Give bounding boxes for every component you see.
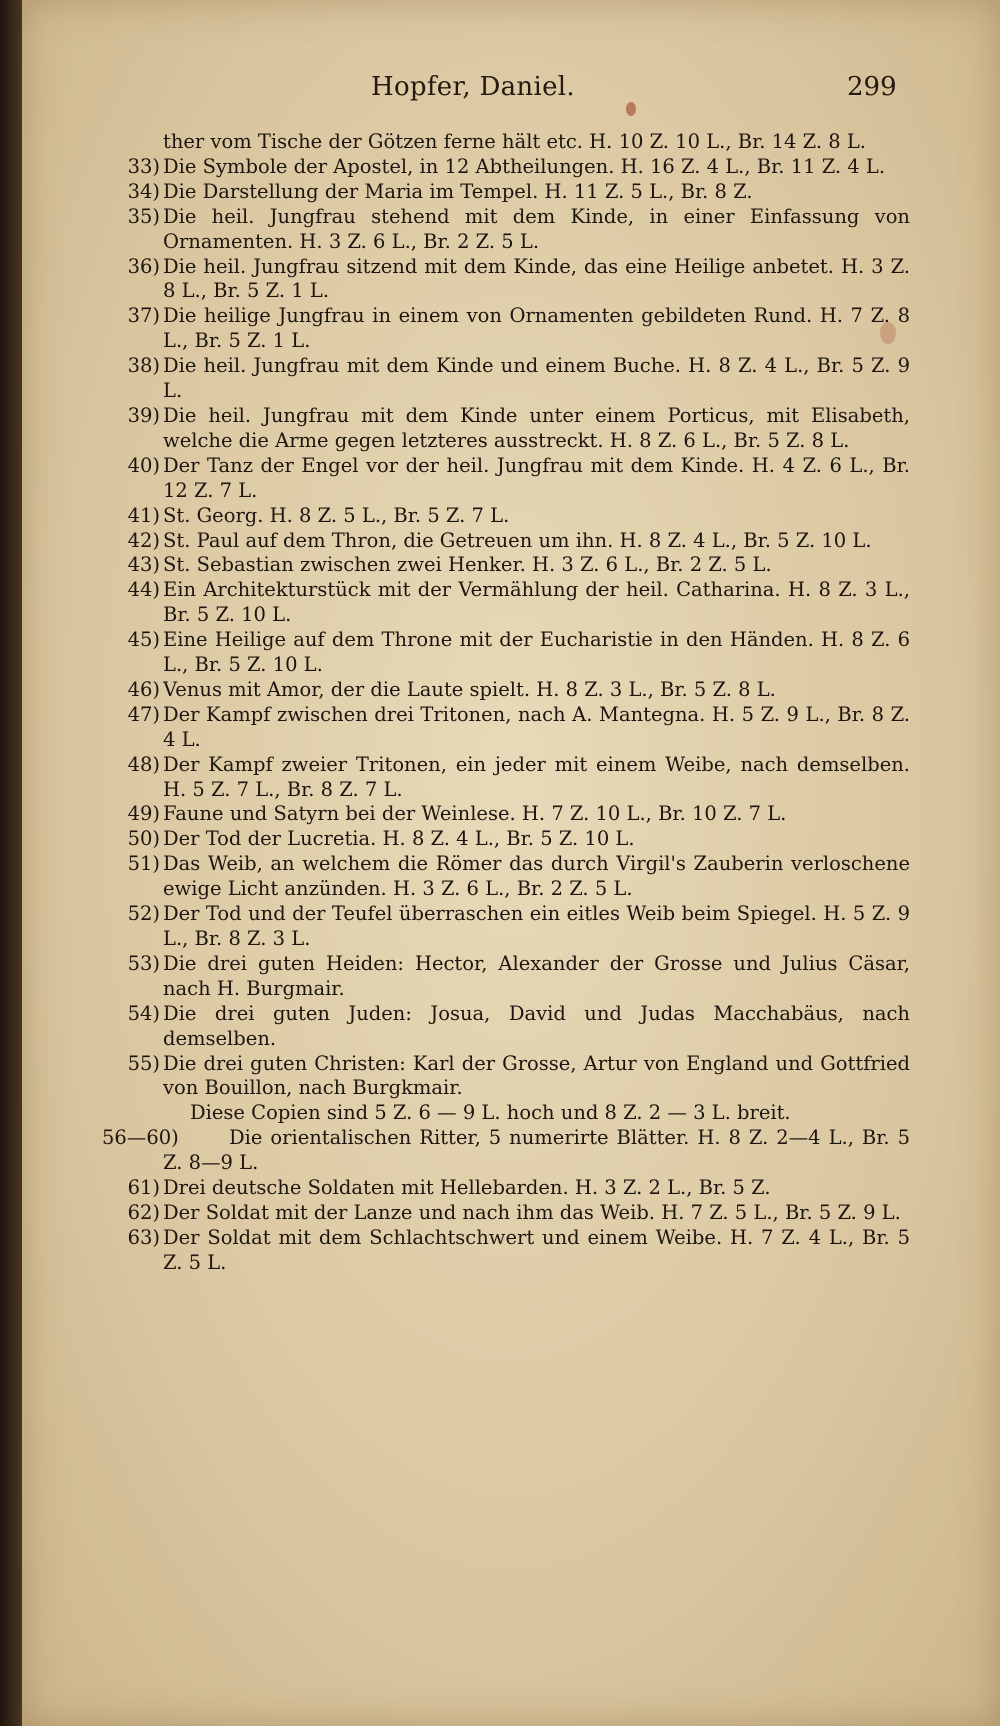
entry-text: Der Tanz der Engel vor der heil. Jungfrau mit dem Kinde. H. 4 Z. 6 L., Br. 12 Z. 7 L. <box>163 453 910 502</box>
list-item <box>110 1002 910 1052</box>
entry-number: 54) <box>127 1001 160 1025</box>
entry-number: 49) <box>127 802 160 826</box>
list-note <box>110 1101 910 1126</box>
list-item <box>110 205 910 255</box>
entry-text: Der Kampf zwischen drei Tritonen, nach A. Mantegna. H. 5 Z. 9 L., Br. 8 Z. 4 L. <box>163 702 910 751</box>
book-gutter <box>0 0 22 1726</box>
entry-text: Ein Architekturstück mit der Vermählung der heil. Catharina. H. 8 Z. 3 L., Br. 5 Z. 10 L. <box>163 578 910 627</box>
list-item <box>110 1226 910 1276</box>
list-item <box>110 529 910 554</box>
entry-number: 39) <box>127 403 160 427</box>
list-item <box>110 504 910 529</box>
entry-number: 35) <box>127 204 160 228</box>
entry-text: Der Kampf zweier Tritonen, ein jeder mit einem Weibe, nach demselben. H. 5 Z. 7 L., Br. 8 Z. 7 L. <box>163 752 910 801</box>
entry-text: St. Paul auf dem Thron, die Getreuen um ihn. H. 8 Z. 4 L., Br. 5 Z. 10 L. <box>163 528 872 552</box>
entry-text: Die Symbole der Apostel, in 12 Abtheilungen. H. 16 Z. 4 L., Br. 11 Z. 4 L. <box>163 154 886 178</box>
entry-text: Venus mit Amor, der die Laute spielt. H. 8 Z. 3 L., Br. 5 Z. 8 L. <box>163 677 776 701</box>
list-item <box>110 703 910 753</box>
entry-text: St. Georg. H. 8 Z. 5 L., Br. 5 Z. 7 L. <box>163 503 510 527</box>
list-item <box>110 1052 910 1102</box>
entry-text: Der Soldat mit der Lanze und nach ihm das Weib. H. 7 Z. 5 L., Br. 5 Z. 9 L. <box>163 1200 901 1224</box>
list-item <box>110 255 910 305</box>
entry-number: 33) <box>127 154 160 178</box>
entry-text: Die orientalischen Ritter, 5 numerirte Blätter. H. 8 Z. 2—4 L., Br. 5 Z. 8—9 L. <box>163 1126 910 1175</box>
entry-number: 43) <box>127 553 160 577</box>
list-item <box>110 454 910 504</box>
entry-text: Die drei guten Christen: Karl der Grosse, Artur von England und Gottfried von Bouillon, nach Burgkmair. <box>163 1051 910 1100</box>
entry-text: Der Tod und der Teufel überraschen ein eitles Weib beim Spiegel. H. 5 Z. 9 L., Br. 8 Z. 3 L. <box>163 902 910 950</box>
list-item <box>110 404 910 454</box>
list-item <box>110 1201 910 1226</box>
list-item <box>110 802 910 827</box>
entry-text: Die drei guten Juden: Josua, David und Judas Macchabäus, nach demselben. <box>163 1001 910 1050</box>
entry-number: 53) <box>127 951 160 975</box>
entry-text: Der Soldat mit dem Schlachtschwert und einem Weibe. H. 7 Z. 4 L., Br. 5 Z. 5 L. <box>163 1225 910 1274</box>
list-item <box>110 952 910 1002</box>
entry-text: St. Sebastian zwischen zwei Henker. H. 3 Z. 6 L., Br. 2 Z. 5 L. <box>163 553 772 577</box>
entry-number: 63) <box>127 1225 160 1249</box>
entry-text: Das Weib, an welchem die Römer das durch Virgil's Zauberin verloschene ewige Licht anzünden. H. 3 Z. 6 L., Br. 2 Z. 5 L. <box>163 852 910 901</box>
entry-number: 51) <box>127 852 160 876</box>
entry-number: 56—60) <box>102 1126 179 1150</box>
running-header <box>0 72 1000 112</box>
entry-text: Faune und Satyrn bei der Weinlese. H. 7 Z. 10 L., Br. 10 Z. 7 L. <box>163 802 787 826</box>
list-item <box>110 852 910 902</box>
entry-number: 46) <box>127 677 160 701</box>
entry-number: 36) <box>127 254 160 278</box>
entry-text: Die drei guten Heiden: Hector, Alexander der Grosse und Julius Cäsar, nach H. Burgmair. <box>163 951 910 1000</box>
list-item <box>110 354 910 404</box>
entry-number: 47) <box>127 702 160 726</box>
catalog-list <box>102 130 910 1276</box>
entry-number: 48) <box>127 752 160 776</box>
entry-text: Diese Copien sind 5 Z. 6 — 9 L. hoch und 8 Z. 2 — 3 L. breit. <box>190 1101 791 1125</box>
entry-number: 62) <box>127 1200 160 1224</box>
list-item <box>110 902 910 952</box>
list-item <box>110 155 910 180</box>
entry-number: 38) <box>127 354 160 378</box>
entry-number: 41) <box>127 503 160 527</box>
entry-text: Die heil. Jungfrau mit dem Kinde unter einem Porticus, mit Elisabeth, welche die Arme gegen letzteres ausstreckt. H. 8 Z. 6 L., Br. 5 Z. 8 L. <box>163 403 910 452</box>
entry-number: 61) <box>127 1176 160 1200</box>
entry-text: Die Darstellung der Maria im Tempel. H. 11 Z. 5 L., Br. 8 Z. <box>163 179 753 203</box>
entry-text: Die heil. Jungfrau sitzend mit dem Kinde, das eine Heilige anbetet. H. 3 Z. 8 L., Br. 5 Z. 1 L. <box>163 254 910 303</box>
entry-text: Die heil. Jungfrau stehend mit dem Kinde, in einer Einfassung von Ornamenten. H. 3 Z. 6 L., Br. 2 Z. 5 L. <box>163 204 910 253</box>
entry-number: 37) <box>127 304 160 328</box>
entry-text: Der Tod der Lucretia. H. 8 Z. 4 L., Br. 5 Z. 10 L. <box>163 827 635 851</box>
entry-text: Drei deutsche Soldaten mit Hellebarden. H. 3 Z. 2 L., Br. 5 Z. <box>163 1176 771 1200</box>
list-item <box>110 753 910 803</box>
entry-number: 45) <box>127 628 160 652</box>
entry-text: ther vom Tische der Götzen ferne hält etc. H. 10 Z. 10 L., Br. 14 Z. 8 L. <box>163 130 867 153</box>
running-title: Hopfer, Daniel. <box>371 72 575 102</box>
list-item <box>102 1126 910 1176</box>
entry-text: Die heil. Jungfrau mit dem Kinde und einem Buche. H. 8 Z. 4 L., Br. 5 Z. 9 L. <box>163 354 910 403</box>
entry-number: 52) <box>127 902 160 926</box>
entry-number: 50) <box>127 827 160 851</box>
entry-number: 42) <box>127 528 160 552</box>
list-item <box>110 130 910 155</box>
list-item <box>110 578 910 628</box>
list-item <box>110 304 910 354</box>
entry-number: 44) <box>127 578 160 602</box>
list-item <box>110 180 910 205</box>
page-number: 299 <box>847 72 897 102</box>
entry-number: 34) <box>127 179 160 203</box>
list-item <box>110 628 910 678</box>
list-item <box>110 553 910 578</box>
list-item <box>110 678 910 703</box>
entry-number: 55) <box>127 1051 160 1075</box>
list-item <box>110 827 910 852</box>
entry-text: Eine Heilige auf dem Throne mit der Eucharistie in den Händen. H. 8 Z. 6 L., Br. 5 Z. 10 L. <box>163 628 910 677</box>
list-item <box>110 1176 910 1201</box>
entry-number: 40) <box>127 453 160 477</box>
entry-text: Die heilige Jungfrau in einem von Ornamenten gebildeten Rund. H. 7 Z. 8 L., Br. 5 Z. 1 L. <box>163 304 910 353</box>
